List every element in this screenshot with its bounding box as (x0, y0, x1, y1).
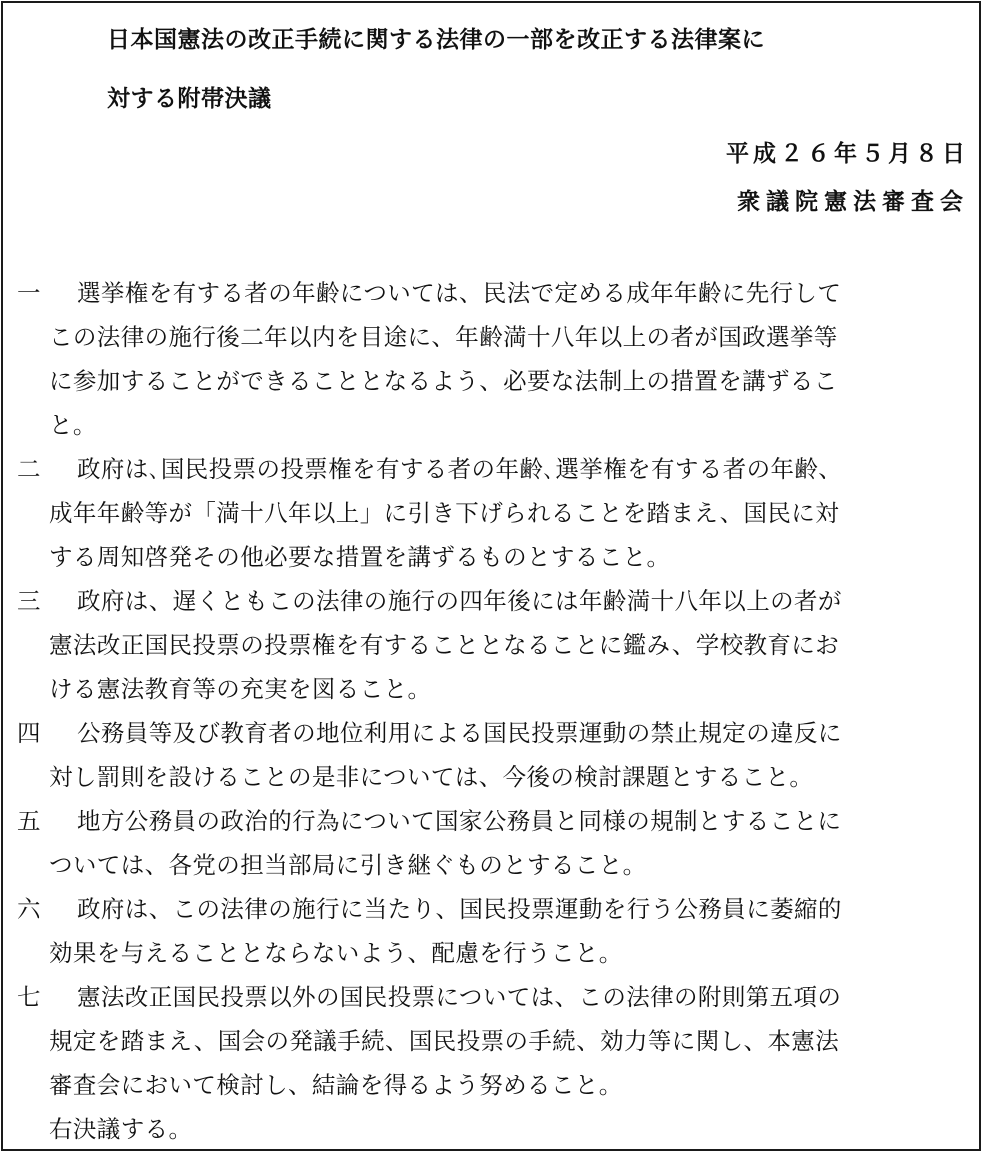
item-line: ける憲法教育等の充実を図ること。 (49, 675, 432, 703)
item-line: 効果を与えることとならないよう、配慮を行うこと。 (49, 939, 623, 967)
item-line: と。 (49, 411, 97, 439)
document-title-line-2: 対する附帯決議 (107, 86, 272, 112)
item-line: に参加することができることとなるよう、必要な法制上の措置を講ずるこ (49, 367, 838, 395)
item-number: 四 (17, 719, 41, 747)
item-number: 六 (17, 895, 41, 923)
item-line: 憲法改正国民投票の投票権を有することとなることに鑑み、学校教育にお (49, 631, 840, 659)
item-line: 憲法改正国民投票以外の国民投票については、この法律の附則第五項の (77, 983, 842, 1011)
resolution-item-5 (17, 799, 977, 887)
document-frame (1, 1, 981, 1151)
item-line: 公務員等及び教育者の地位利用による国民投票運動の禁止規定の違反に (77, 719, 842, 747)
resolution-item-7 (17, 975, 977, 1107)
item-number: 七 (17, 983, 41, 1011)
closing-statement: 右決議する。 (49, 1115, 193, 1143)
organization-name: 衆議院憲法審査会 (737, 189, 969, 215)
item-number: 三 (17, 587, 41, 615)
item-line: 審査会において検討し、結論を得るよう努めること。 (49, 1071, 623, 1099)
resolution-item-6 (17, 887, 977, 975)
item-line: ついては、各党の担当部局に引き継ぐものとすること。 (49, 851, 647, 879)
item-line: する周知啓発その他必要な措置を講ずるものとすること。 (49, 543, 671, 571)
resolution-item-4 (17, 711, 977, 799)
item-line: 政府は､国民投票の投票権を有する者の年齢､選挙権を有する者の年齢、 (77, 455, 843, 483)
resolution-items (17, 271, 977, 1151)
resolution-item-1 (17, 271, 977, 447)
item-line: この法律の施行後二年以内を目途に、年齢満十八年以上の者が国政選挙等 (49, 323, 838, 351)
item-number: 一 (17, 279, 41, 307)
item-line: 成年年齢等が「満十八年以上」に引き下げられることを踏まえ、国民に対 (49, 499, 840, 527)
item-line: 政府は、遅くともこの法律の施行の四年後には年齢満十八年以上の者が (77, 587, 842, 615)
item-number: 二 (17, 455, 41, 483)
resolution-date: 平成２６年５月８日 (726, 141, 969, 167)
resolution-item-3 (17, 579, 977, 711)
item-number: 五 (17, 807, 41, 835)
item-line: 対し罰則を設けることの是非については、今後の検討課題とすること。 (49, 763, 814, 791)
item-line: 政府は、この法律の施行に当たり、国民投票運動を行う公務員に萎縮的 (77, 895, 842, 923)
item-line: 選挙権を有する者の年齢については、民法で定める成年年齢に先行して (77, 279, 842, 307)
document-title-line-1: 日本国憲法の改正手続に関する法律の一部を改正する法律案に (107, 27, 765, 53)
resolution-item-2 (17, 447, 977, 579)
item-line: 地方公務員の政治的行為について国家公務員と同様の規制とすることに (77, 807, 842, 835)
item-line: 規定を踏まえ、国会の発議手続、国民投票の手続、効力等に関し、本憲法 (49, 1027, 840, 1055)
